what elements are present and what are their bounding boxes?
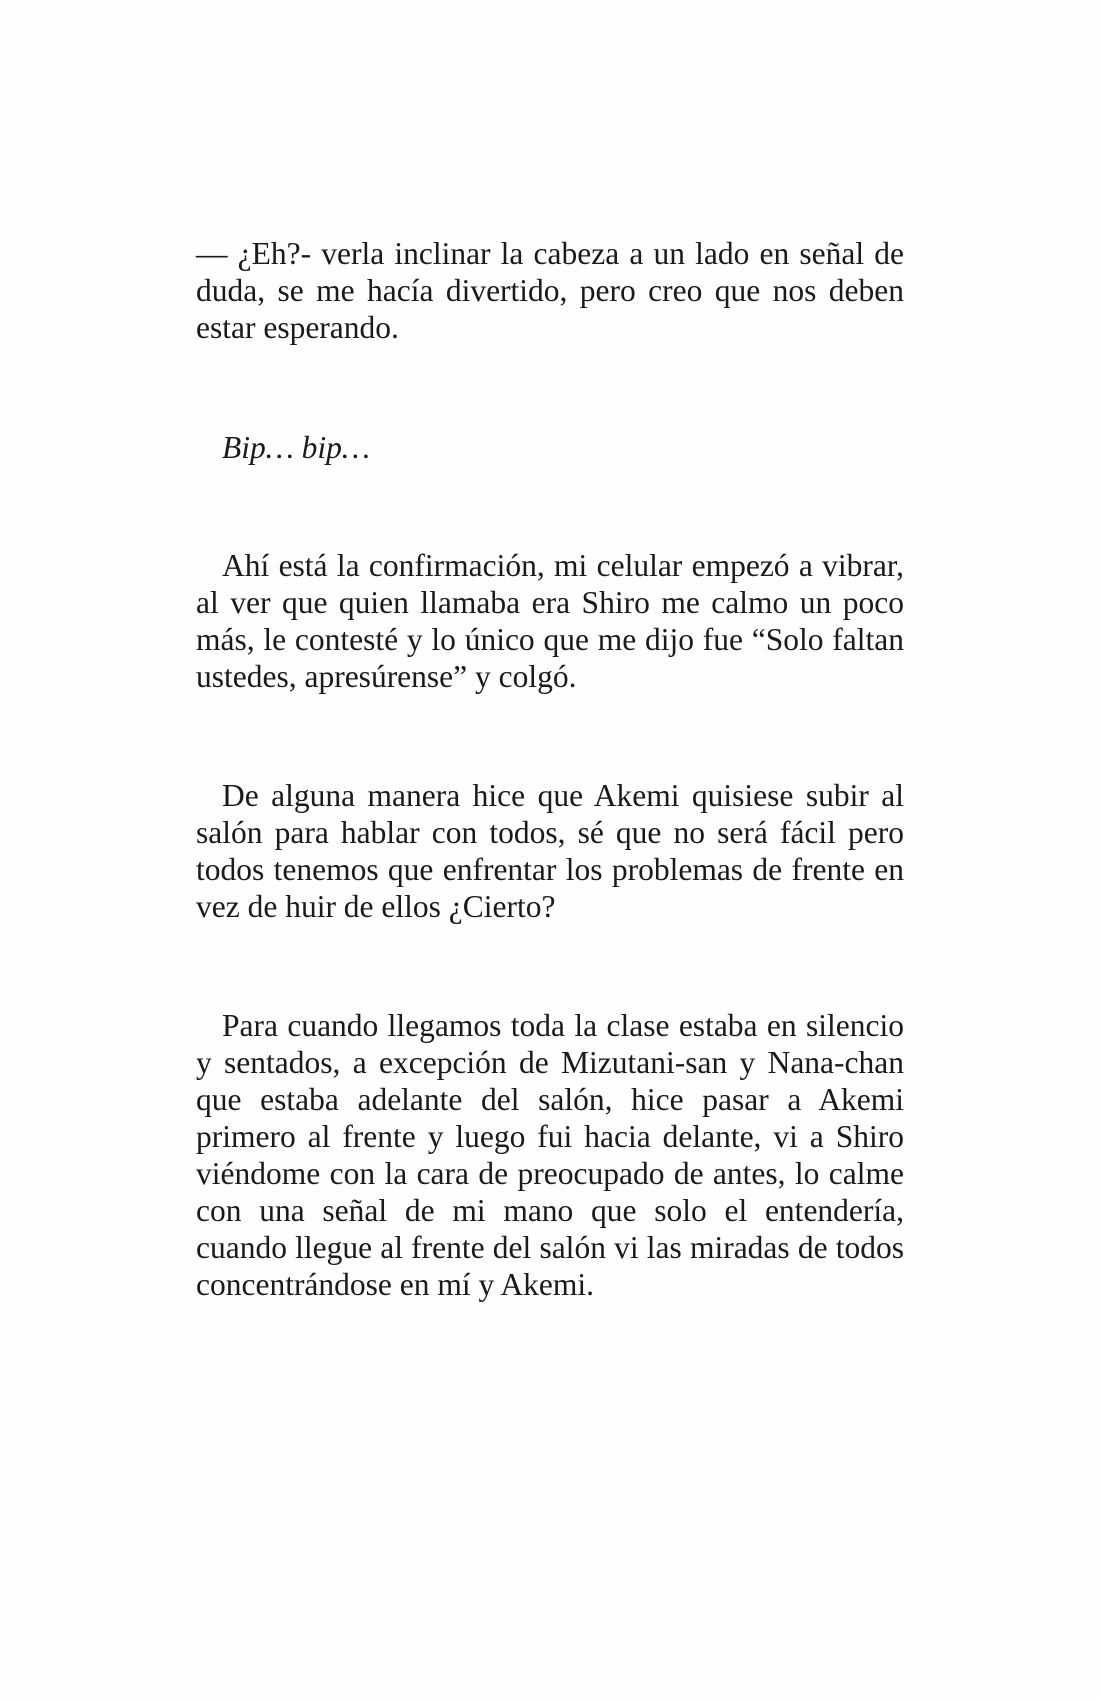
paragraph-text: De alguna manera hice que Akemi quisiese subir al salón para hablar con todos, sé que no será fácil pero todos tenemos que enfrentar los problemas de frente en vez de huir de ellos ¿Cierto? [196,778,904,924]
paragraph-classroom [196,1007,904,1303]
paragraph-sound-effect [196,429,904,466]
paragraph-phone-call [196,547,904,695]
paragraph-text: Ahí está la confirmación, mi celular empezó a vibrar, al ver que quien llamaba era Shiro me calmo un poco más, le contesté y lo único que me dijo fue “Solo faltan ustedes, apresúrense” y colgó. [196,548,904,694]
paragraph-akemi [196,777,904,925]
paragraph-text: Para cuando llegamos toda la clase estaba en silencio y sentados, a excepción de Mizutani-san y Nana-chan que estaba adelante del salón, hice pasar a Akemi primero al frente y luego fui hacia delante, vi a Shiro viéndome con la cara de preocupado de antes, lo calme con una señal de mi mano que solo el entendería, cuando llegue al frente del salón vi las miradas de todos concentrándose en mí y Akemi. [196,1008,904,1302]
paragraph-dialogue [196,235,904,346]
paragraph-text: — ¿Eh?- verla inclinar la cabeza a un lado en señal de duda, se me hacía divertido, pero creo que nos deben estar esperando. [196,236,904,345]
paragraph-text: Bip… bip… [222,430,370,465]
